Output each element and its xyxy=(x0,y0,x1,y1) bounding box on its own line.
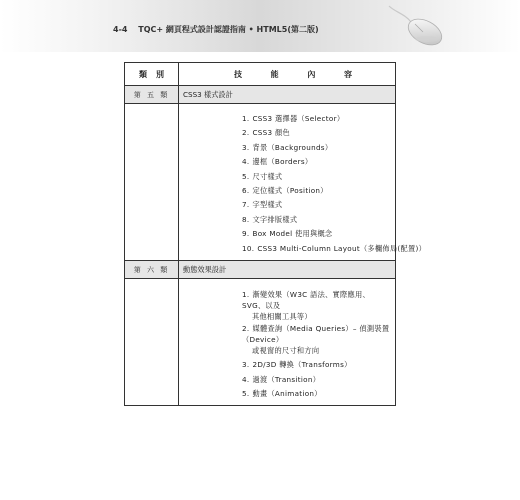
header-content-char: 內 xyxy=(307,69,316,79)
list-item: 1. CSS3 選擇器（Selector） xyxy=(242,114,345,123)
running-header xyxy=(113,24,319,35)
list-item: 3. 背景（Backgrounds） xyxy=(242,142,333,152)
page-number: 4-4 xyxy=(113,25,128,34)
items-row xyxy=(125,104,396,261)
category-name: 第 六 類 xyxy=(125,261,179,279)
skills-table xyxy=(124,62,427,406)
header-content-char: 容 xyxy=(343,69,352,79)
list-item: 2. CSS3 顏色 xyxy=(242,128,290,138)
list-item: 7. 字型樣式 xyxy=(242,200,283,210)
skill-list xyxy=(179,279,395,405)
category-name: 第 五 類 xyxy=(125,86,179,104)
list-item: 4. 邊框（Borders） xyxy=(242,157,313,167)
table-header-row xyxy=(125,63,396,86)
list-item: 4. 過渡（Transition） xyxy=(242,374,321,384)
list-item: 10. CSS3 Multi-Column Layout（多欄佈局(配置)） xyxy=(242,243,427,253)
category-row xyxy=(125,86,396,104)
header-category: 類別 xyxy=(125,63,179,86)
header-content xyxy=(179,63,396,86)
list-item: 3. 2D/3D 轉換（Transforms） xyxy=(242,360,352,370)
header-content-char: 技 xyxy=(234,69,242,79)
empty-cell xyxy=(125,279,179,406)
list-item: 9. Box Model 使用與概念 xyxy=(242,229,333,239)
list-item: 1. 漸變效果（W3C 語法、實際應用、SVG、以及 其他相關工具等） xyxy=(242,289,370,321)
category-title: CSS3 樣式設計 xyxy=(179,86,396,104)
items-cell xyxy=(179,104,427,261)
category-row xyxy=(125,261,396,279)
items-row xyxy=(125,279,396,406)
list-item: 8. 文字排版樣式 xyxy=(242,214,298,224)
list-item: 5. 動畫（Animation） xyxy=(242,388,322,398)
list-item: 2. 媒體查詢（Media Queries）– 偵測裝置（Device） 或視窗的尺寸和方向 xyxy=(242,324,390,356)
category-title: 動態效果設計 xyxy=(179,261,396,279)
book-title: TQC+ 網頁程式設計認證指南 • HTML5(第二版) xyxy=(138,25,319,34)
list-item: 6. 定位樣式（Position） xyxy=(242,186,328,196)
computer-mouse-icon xyxy=(385,2,451,50)
skill-list xyxy=(179,104,427,260)
items-cell xyxy=(179,279,396,406)
header-content-char: 能 xyxy=(270,69,279,79)
empty-cell xyxy=(125,104,179,261)
list-item: 5. 尺寸樣式 xyxy=(242,171,283,181)
